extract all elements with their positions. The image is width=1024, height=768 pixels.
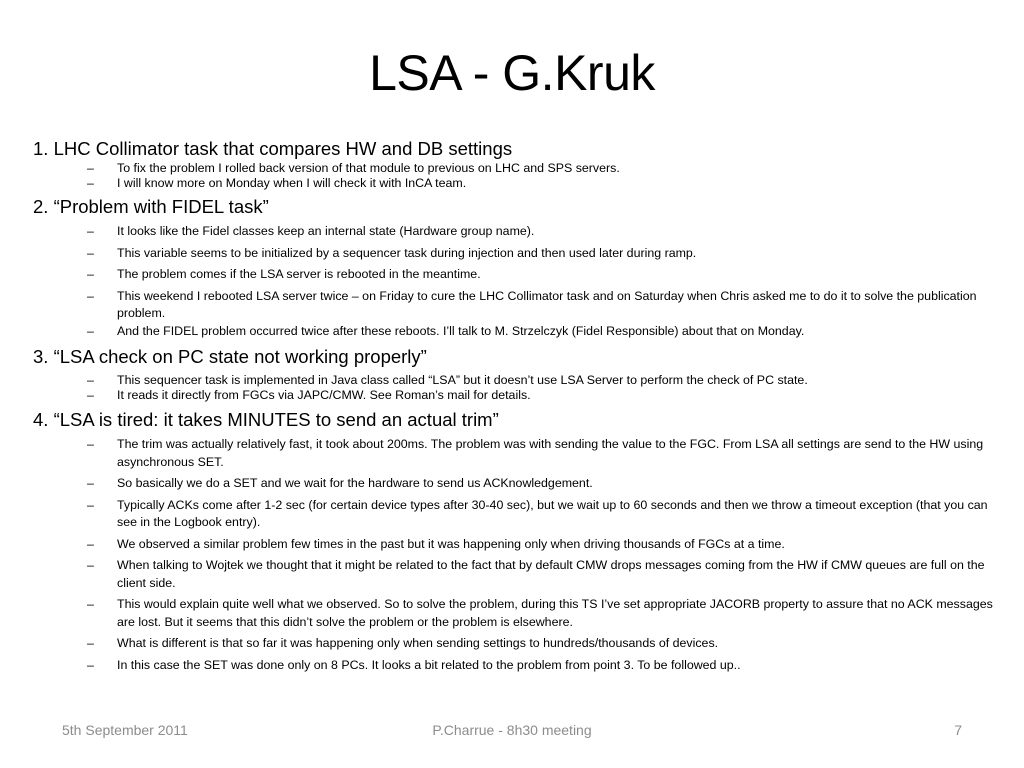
bullet-item: – This variable seems to be initialized by a sequencer task during injection and then used later during ramp. — [33, 245, 1003, 263]
dash-bullet-icon: – — [87, 437, 94, 451]
bullet-item: – The trim was actually relatively fast, it took about 200ms. The problem was with sending the value to the FGC. From LSA all settings are send to the HW using asynchronous SET. — [87, 437, 984, 469]
dash-bullet-icon: – — [87, 267, 94, 281]
bullet-item: – In this case the SET was done only on 8 PCs. It looks a bit related to the problem from point 3. To be followed up.. — [33, 657, 1003, 675]
bullet-item: – This would explain quite well what we observed. So to solve the problem, during this TS I’ve set appropriate JACORB property to assure that no ACK messages are lost. But it seems that this didn’t solve the problem or the problem is elsewhere. — [87, 597, 993, 629]
footer-date: 5th September 2011 — [62, 722, 188, 738]
section-3-bullets — [33, 373, 1003, 403]
dash-bullet-icon: – — [87, 536, 94, 551]
dash-bullet-icon: – — [87, 323, 94, 338]
section-heading-1: 1. LHC Collimator task that compares HW and DB settings — [33, 138, 513, 159]
section-4-bullets — [33, 436, 1003, 674]
section-heading-4: 4. “LSA is tired: it takes MINUTES to send an actual trim” — [33, 409, 499, 430]
dash-bullet-icon: – — [87, 657, 94, 672]
bullet-item: – The problem comes if the LSA server is rebooted in the meantime. — [33, 266, 1003, 284]
bullet-item: – When talking to Wojtek we thought that it might be related to the fact that by default CMW drops messages coming from the HW if CMW queues are full on the client side. — [87, 558, 985, 590]
dash-bullet-icon: – — [87, 288, 94, 303]
dash-bullet-icon: – — [87, 476, 94, 490]
section-heading-3: 3. “LSA check on PC state not working properly” — [33, 346, 427, 367]
bullet-item: – I will know more on Monday when I will check it with InCA team. — [87, 176, 467, 190]
dash-bullet-icon: – — [87, 176, 94, 190]
slide-body — [33, 137, 1003, 674]
bullet-item: – And the FIDEL problem occurred twice after these reboots. I’ll talk to M. Strzelczyk (Fidel Responsible) about that on Monday. — [33, 323, 1003, 341]
bullet-item: – This weekend I rebooted LSA server twice – on Friday to cure the LHC Collimator task and on Saturday when Chris asked me to do it to solve the publication problem. — [87, 288, 977, 320]
footer-center-text: P.Charrue - 8h30 meeting — [432, 722, 592, 738]
dash-bullet-icon: – — [87, 224, 94, 238]
dash-bullet-icon: – — [87, 558, 94, 572]
bullet-item: – It reads it directly from FGCs via JAPC/CMW. See Roman’s mail for details. — [87, 388, 531, 402]
dash-bullet-icon: – — [87, 636, 94, 650]
dash-bullet-icon: – — [87, 497, 94, 512]
bullet-item: – Typically ACKs come after 1-2 sec (for certain device types after 30-40 sec), but we wait up to 60 seconds and then we throw a timeout exception (that you can see in the Logbook entry). — [87, 497, 988, 529]
section-2-bullets — [33, 223, 1003, 340]
bullet-item: – So basically we do a SET and we wait for the hardware to send us ACKnowledgement. — [33, 475, 1003, 493]
slide-title: LSA - G.Kruk — [369, 45, 655, 101]
bullet-item: – This sequencer task is implemented in Java class called “LSA” but it doesn’t use LSA Server to perform the check of PC state. — [87, 373, 808, 387]
dash-bullet-icon: – — [87, 373, 94, 387]
bullet-item: – To fix the problem I rolled back version of that module to previous on LHC and SPS servers. — [87, 161, 620, 175]
bullet-item: – What is different is that so far it was happening only when sending settings to hundreds/thousands of devices. — [33, 635, 1003, 653]
dash-bullet-icon: – — [87, 388, 94, 402]
bullet-item: – We observed a similar problem few times in the past but it was happening only when driving thousands of FGCs at a time. — [33, 536, 1003, 554]
dash-bullet-icon: – — [87, 245, 94, 260]
dash-bullet-icon: – — [87, 597, 94, 611]
slide-number: 7 — [954, 722, 962, 738]
section-heading-2: 2. “Problem with FIDEL task” — [33, 196, 269, 217]
dash-bullet-icon: – — [87, 161, 94, 175]
section-1-bullets — [33, 161, 1003, 191]
bullet-item: – It looks like the Fidel classes keep an internal state (Hardware group name). — [33, 223, 1003, 241]
